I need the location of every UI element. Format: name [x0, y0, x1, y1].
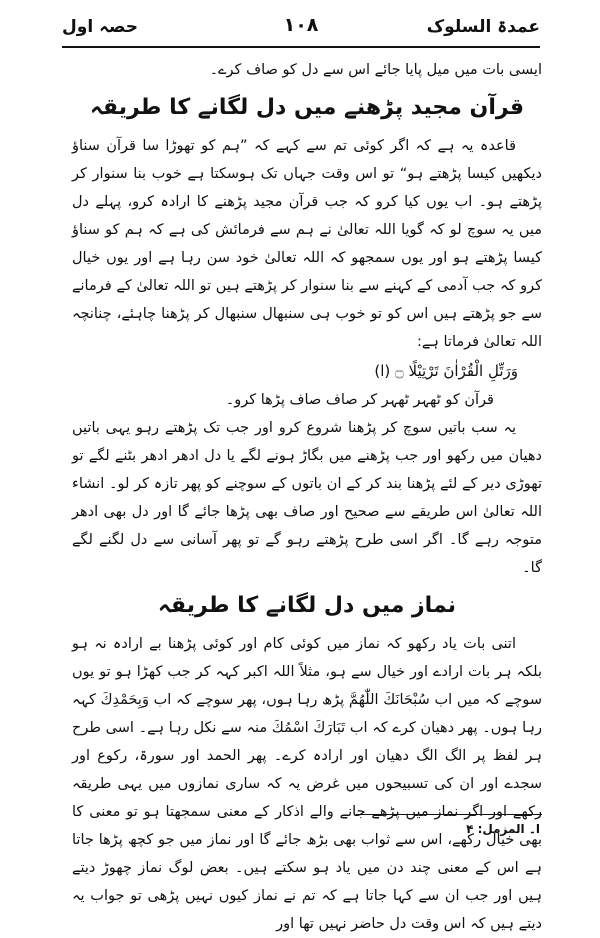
- header-divider: [62, 46, 540, 48]
- running-header: [62, 10, 540, 44]
- quran-verse: وَرَتِّلِ الْقُرْاٰنَ تَرْتِيْلًا ۝ (ا): [374, 362, 518, 380]
- footnote-divider: [356, 814, 542, 815]
- footnote-reference: ا۔ المزمل: ۴: [466, 822, 540, 836]
- page-number: ۱۰۸: [283, 14, 319, 36]
- paragraph-quran-practice: یہ سب باتیں سوچ کر پڑھنا شروع کرو اور جب تک پڑھتے رہو یہی باتیں دھیان میں رکھو اور جب پڑھنے میں بگاڑ ہونے لگے یا دل ادھر ادھر بٹنے لگے تو تھوڑی دیر کے لئے پڑھنا بند کر کے ان باتوں کے سوچنے کو پھر تازہ کر لو۔ انشاء اللہ تعالیٰ اس طریقے سے صحیح اور صاف بھی پڑھا جائے گا اور دل بھی ادھر متوجہ رہے گا۔ اگر اسی طرح پڑھتے رہو گے تو پھر آسانی سے دل لگنے لگے گا۔: [72, 420, 542, 576]
- verse-translation: قرآن کو ٹھہر ٹھہر کر صاف صاف پڑھا کرو۔: [225, 392, 494, 408]
- paragraph-quran-method: قاعدہ یہ ہے کہ اگر کوئی تم سے کہے کہ ”ہم کو تھوڑا سا قرآن سناؤ دیکھیں کیسا پڑھتے ہو“ تو اس وقت جہاں تک ہوسکتا ہے خوب بنا سنوار کر پڑھتے ہو۔ اب یوں کیا کرو کہ جب قرآن مجید پڑھنے کا ارادہ کرو، پہلے دل میں یہ سوچ لو کہ گویا اللہ تعالیٰ نے ہم سے فرمائش کی ہے کہ ہم کو سناؤ کیسا پڑھتے ہو اور یوں سمجھو کہ اللہ تعالیٰ خود سن رہا ہے اور یوں خیال کرو کہ جب آدمی کے کہنے سے بنا سنوار کر پڑھتے ہیں تو اللہ تعالیٰ کے فرمانے سے جو پڑھتے ہیں اس کو تو خوب ہی سنبھال سنبھال کر پڑھنا چاہئے، چنانچہ اللہ تعالیٰ فرماتا ہے:: [72, 138, 542, 350]
- section-heading-quran: قرآن مجید پڑھنے میں دل لگانے کا طریقہ: [90, 95, 524, 120]
- section-heading-namaz: نماز میں دل لگانے کا طریقہ: [158, 593, 456, 618]
- page-body: [72, 56, 542, 938]
- carry-over-line: ایسی بات میں میل پایا جائے اس سے دل کو صاف کرے۔: [209, 62, 542, 78]
- paragraph-namaz-method: اتنی بات یاد رکھو کہ نماز میں کوئی کام اور کوئی پڑھنا بے ارادہ نہ ہو بلکہ ہر بات ارادے اور خیال سے ہو، مثلاً اللہ اکبر کہہ کر جب کھڑا ہو تو یوں سوچے کہ میں اب سُبْحَانَكَ اللّٰهُمَّ پڑھ رہا ہوں، پھر سوچے کہ اب وَبِحَمْدِكَ کہہ رہا ہوں۔ پھر دھیان کرے کہ اب تَبَارَكَ اسْمُكَ منہ سے نکل رہا ہے۔ اسی طرح ہر لفظ پر الگ الگ دھیان اور ارادہ کرے۔ پھر الحمد اور سورۃ، رکوع اور سجدے اور ان کی تسبیحوں میں غرض یہ کہ ساری نمازوں میں یہی طریقہ رکھے اور اگر نماز میں پڑھے جانے والے اذکار کے معنی سمجھتا ہو تو معنی کا بھی خیال رکھے، اس سے ثواب بھی بڑھ جائے گا اور نماز میں جو کچھ پڑھا جاتا ہے اس کے معنی چند دن میں یاد ہو سکتے ہیں۔ بعض لوگ نماز چھوڑ دیتے ہیں اور جب ان سے کہا جاتا ہے کہ تم نے نماز کیوں نہیں پڑھی تو جواب یہ دیتے ہیں کہ اس وقت دل حاضر نہیں تھا اور: [72, 636, 542, 932]
- book-title: عمدۃ السلوک: [426, 17, 540, 37]
- header-part-label: حصہ اول: [62, 17, 139, 37]
